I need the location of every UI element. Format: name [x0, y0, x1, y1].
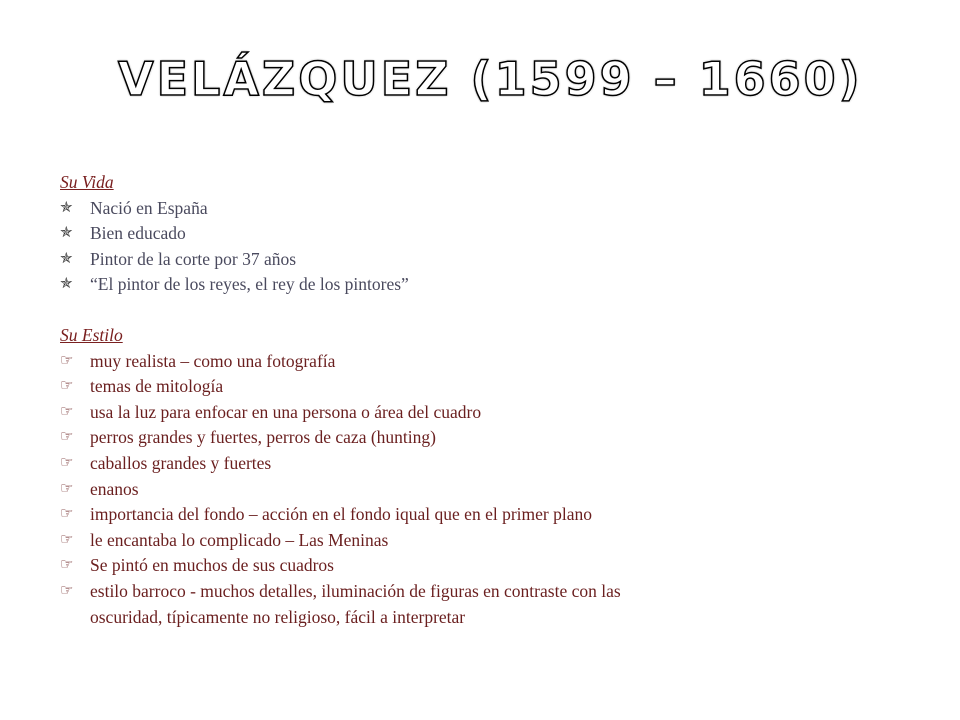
list-item: ✯ Pintor de la corte por 37 años [60, 247, 920, 273]
list-item: ☞ temas de mitología [60, 374, 920, 400]
vida-list [60, 196, 920, 298]
vida-heading: Su Vida [60, 172, 114, 192]
pointing-hand-icon: ☞ [60, 352, 74, 369]
slide-content [60, 170, 920, 630]
list-item: ☞ caballos grandes y fuertes [60, 451, 920, 477]
pointing-hand-icon: ☞ [60, 378, 74, 395]
list-item: ✯ Bien educado [60, 221, 920, 247]
star-icon: ✯ [60, 225, 73, 242]
pointing-hand-icon: ☞ [60, 531, 74, 548]
pointing-hand-icon: ☞ [60, 429, 74, 446]
list-item: ✯ Nació en España [60, 196, 920, 222]
list-item: ☞ usa la luz para enfocar en una persona o área del cuadro [60, 400, 920, 426]
pointing-hand-icon: ☞ [60, 557, 74, 574]
pointing-hand-icon: ☞ [60, 454, 74, 471]
slide-title: VELÁZQUEZ (1599 – 1660) [118, 52, 863, 106]
estilo-heading: Su Estilo [60, 324, 123, 345]
pointing-hand-icon: ☞ [60, 480, 74, 497]
list-item-continuation: oscuridad, típicamente no religioso, fácil a interpretar [90, 606, 466, 627]
pointing-hand-icon: ☞ [60, 403, 74, 420]
list-item: ☞ enanos [60, 477, 920, 503]
star-icon: ✯ [60, 199, 73, 216]
list-item: ☞ le encantaba lo complicado – Las Meninas [60, 528, 920, 554]
list-item: ✯ “El pintor de los reyes, el rey de los pintores” [60, 272, 920, 298]
list-item: ☞ perros grandes y fuertes, perros de caza (hunting) [60, 425, 920, 451]
list-item: ☞ estilo barroco - muchos detalles, iluminación de figuras en contraste con las [60, 579, 920, 605]
list-item: ☞ muy realista – como una fotografía [60, 349, 920, 375]
star-icon: ✯ [60, 250, 73, 267]
star-icon: ✯ [60, 276, 73, 293]
list-item: ☞ importancia del fondo – acción en el fondo iqual que en el primer plano [60, 502, 920, 528]
pointing-hand-icon: ☞ [60, 582, 74, 599]
list-item: ☞ Se pintó en muchos de sus cuadros [60, 553, 920, 579]
pointing-hand-icon: ☞ [60, 506, 74, 523]
estilo-list [60, 349, 920, 631]
